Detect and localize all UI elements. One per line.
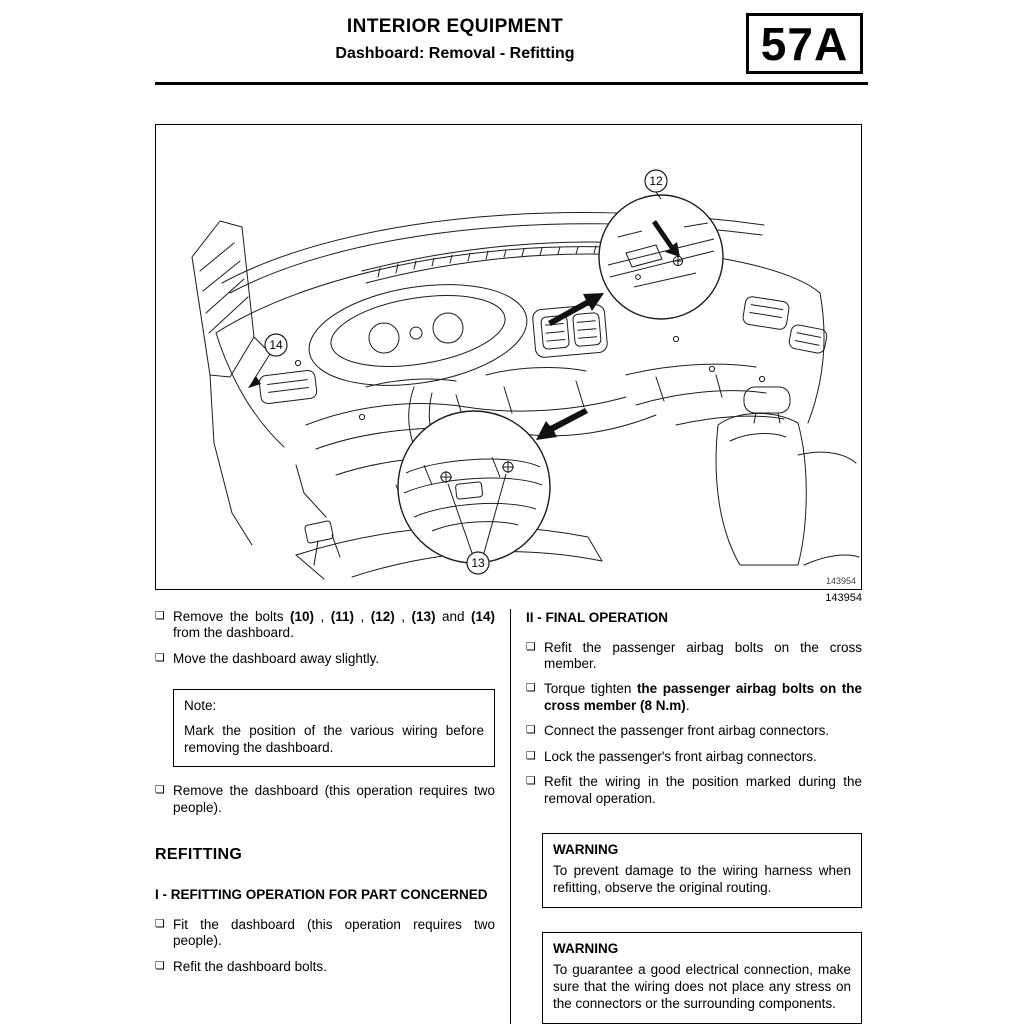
section-1-heading: I - REFITTING OPERATION FOR PART CONCERNED xyxy=(155,887,488,903)
column-divider xyxy=(510,609,511,1024)
step-text: Connect the passenger front airbag connectors. xyxy=(544,723,830,739)
step-move-dashboard xyxy=(155,651,495,667)
step-text: Remove the dashboard (this operation requires two people). xyxy=(173,783,495,815)
page-title: INTERIOR EQUIPMENT xyxy=(346,16,564,37)
step-lock-connectors xyxy=(526,749,862,765)
step-remove-bolts xyxy=(155,609,495,642)
step-refit-wiring xyxy=(526,774,862,807)
text-columns xyxy=(155,609,868,1024)
dashboard-figure xyxy=(155,124,862,590)
pointer-arrows xyxy=(536,293,604,440)
step-text: Move the dashboard away slightly. xyxy=(173,650,380,666)
header-divider xyxy=(155,82,868,85)
step-text: Refit the wiring in the position marked during the removal operation. xyxy=(544,774,862,806)
checkbox-bullet-icon: ❏ xyxy=(155,959,165,972)
checkbox-bullet-icon: ❏ xyxy=(526,682,536,695)
step-text: Torque tighten the passenger airbag bolts on the cross member (8 N.m). xyxy=(544,681,863,713)
step-text: Fit the dashboard (this operation requires two people). xyxy=(173,916,495,949)
warning-box-connection xyxy=(542,932,862,1024)
step-remove-dashboard xyxy=(155,783,495,816)
callout-13 xyxy=(467,552,489,574)
magnifier-detail-13 xyxy=(398,411,550,563)
section-2-heading: II - FINAL OPERATION xyxy=(526,610,669,625)
figure-number-inside: 143954 xyxy=(825,576,856,586)
magnifier-detail-12 xyxy=(599,195,723,319)
step-fit-dashboard xyxy=(155,917,495,950)
note-label: Note: xyxy=(184,698,217,714)
page-subtitle: Dashboard: Removal - Refitting xyxy=(335,45,575,62)
section-code-box xyxy=(746,13,863,74)
callout-12-label: 12 xyxy=(649,174,663,188)
left-column xyxy=(155,609,495,1024)
checkbox-bullet-icon: ❏ xyxy=(526,640,536,653)
checkbox-bullet-icon: ❏ xyxy=(155,784,165,797)
warning-text: To prevent damage to the wiring harness when refitting, observe the original routing. xyxy=(553,863,851,896)
note-box xyxy=(173,689,495,767)
step-torque-tighten xyxy=(526,681,862,714)
warning-box-routing xyxy=(542,833,862,908)
warning-label: WARNING xyxy=(553,842,619,858)
section-code: 57A xyxy=(760,17,849,70)
page-header xyxy=(155,16,755,63)
callout-14-label: 14 xyxy=(269,338,283,352)
right-column xyxy=(526,609,862,1024)
checkbox-bullet-icon: ❏ xyxy=(155,917,165,930)
step-connect-connectors xyxy=(526,723,862,739)
refitting-heading: REFITTING xyxy=(155,846,243,864)
warning-text: To guarantee a good electrical connection, make sure that the wiring does not place any stress on the connectors or the surrounding components. xyxy=(553,962,851,1011)
step-text: Lock the passenger's front airbag connectors. xyxy=(544,748,817,764)
checkbox-bullet-icon: ❏ xyxy=(526,724,536,737)
step-text: Refit the dashboard bolts. xyxy=(173,958,327,974)
callout-13-label: 13 xyxy=(471,556,485,570)
figure-number: 143954 xyxy=(825,592,862,604)
checkbox-bullet-icon: ❏ xyxy=(155,610,165,622)
step-refit-airbag-bolts xyxy=(526,640,862,673)
step-text: Refit the passenger airbag bolts on the cross member. xyxy=(544,639,862,672)
callout-14 xyxy=(248,334,287,388)
checkbox-bullet-icon: ❏ xyxy=(526,775,536,788)
step-refit-bolts xyxy=(155,959,495,975)
step-text: Remove the bolts (10) , (11) , (12) , (13) and (14) from the dashboard. xyxy=(173,609,495,641)
checkbox-bullet-icon: ❏ xyxy=(155,651,165,664)
note-text: Mark the position of the various wiring before removing the dashboard. xyxy=(184,723,484,756)
checkbox-bullet-icon: ❏ xyxy=(526,749,536,762)
warning-label: WARNING xyxy=(553,941,619,957)
dashboard-illustration xyxy=(156,125,861,589)
